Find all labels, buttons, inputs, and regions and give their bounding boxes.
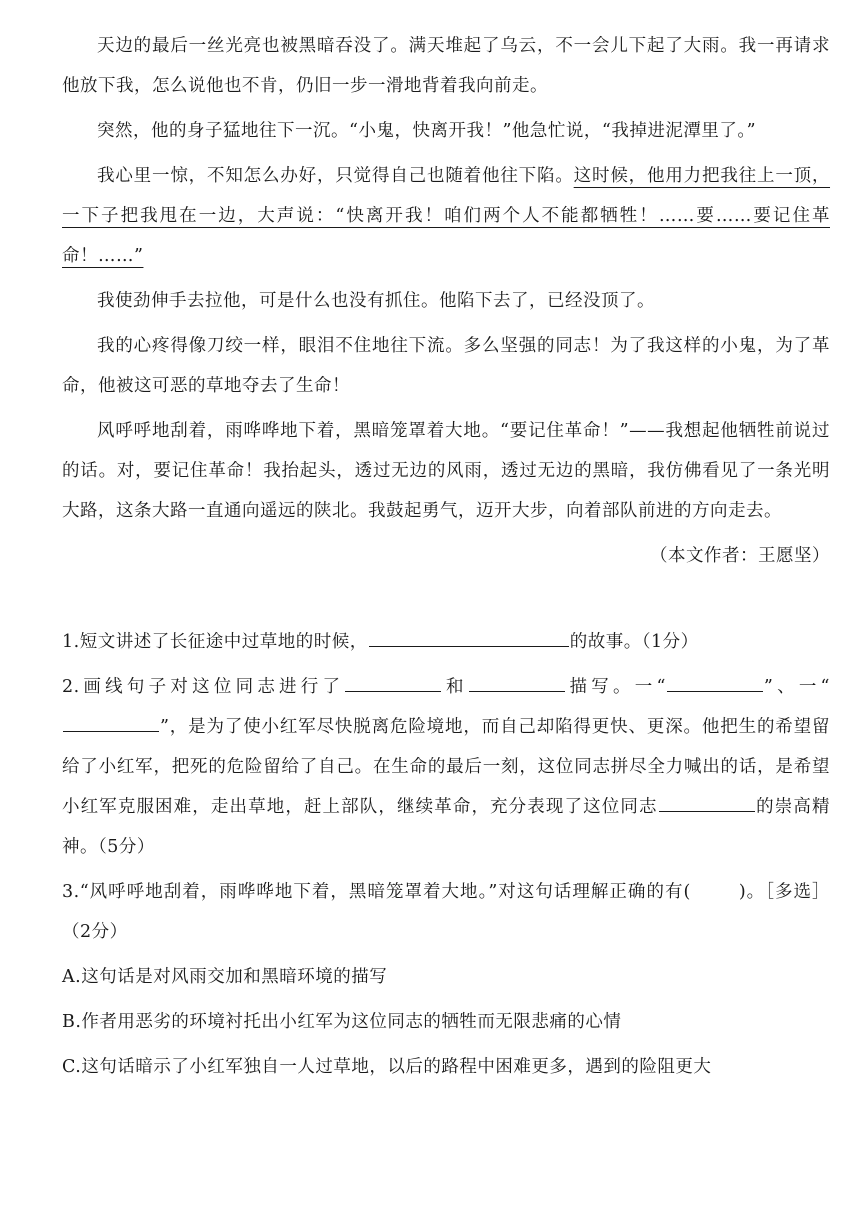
option-b[interactable]: B.作者用恶劣的环境衬托出小红军为这位同志的牺牲而无限悲痛的心情 xyxy=(62,1012,622,1032)
answer-blank-1[interactable] xyxy=(369,626,569,647)
option-c[interactable]: C.这句话暗示了小红军独自一人过草地，以后的路程中困难更多，遇到的险阻更大 xyxy=(62,1057,712,1077)
answer-blank-2b[interactable] xyxy=(469,671,565,692)
author-credit: （本文作者：王愿坚） xyxy=(650,546,830,566)
answer-blank-2a[interactable] xyxy=(345,671,441,692)
question-3-stem: 3.“风呼呼地刮着，雨哗哗地下着，黑暗笼罩着大地。”对这句话理解正确的有( xyxy=(62,882,691,902)
question-2-text-6: 的崇高精神。（5分） xyxy=(62,797,831,857)
question-1 xyxy=(62,622,830,662)
question-2-text-2: 和 xyxy=(442,677,468,697)
question-2-text-3: 描写。一“ xyxy=(565,677,666,697)
exam-page xyxy=(62,26,830,1092)
passage-paragraph-5: 我的心疼得像刀绞一样，眼泪不住地往下流。多么坚强的同志！为了我这样的小鬼，为了革命，他被这可恶的草地夺去了生命！ xyxy=(62,336,830,396)
passage-paragraph-3 xyxy=(62,156,830,276)
option-a[interactable]: A.这句话是对风雨交加和黑暗环境的描写 xyxy=(62,967,388,987)
question-1-tail: 的故事。（1分） xyxy=(569,632,699,652)
question-3-tail: )。［多选］（2分） xyxy=(62,882,831,942)
question-2 xyxy=(62,667,830,867)
answer-blank-2d[interactable] xyxy=(63,711,159,732)
question-3 xyxy=(62,872,830,952)
answer-blank-2c[interactable] xyxy=(667,671,763,692)
paragraph-3-text: 我心里一惊，不知怎么办好，只觉得自己也随着他往下陷。 xyxy=(97,166,574,186)
passage-paragraph-4: 我使劲伸手去拉他，可是什么也没有抓住。他陷下去了，已经没顶了。 xyxy=(97,291,655,311)
question-2-text-4: ”、一“ xyxy=(763,677,831,697)
underlined-sentence: 这时候，他用力把我往上一顶，一下子把我甩在一边，大声说：“快离开我！咱们两个人不能都牺牲！……要……要记住革命！……” xyxy=(62,166,831,266)
question-2-text-1: 2.画线句子对这位同志进行了 xyxy=(62,677,345,697)
passage-paragraph-2: 突然，他的身子猛地往下一沉。“小鬼，快离开我！”他急忙说，“我掉进泥潭里了。” xyxy=(97,121,757,141)
answer-blank-2e[interactable] xyxy=(659,791,755,812)
question-2-text-5: ”，是为了使小红军尽快脱离危险境地，而自己却陷得更快、更深。他把生的希望留给了小红军，把死的危险留给了自己。在生命的最后一刻，这位同志拼尽全力喊出的话，是希望小红军克服困难，走出草地，赶上部队，继续革命，充分表现了这位同志 xyxy=(62,717,830,817)
passage-paragraph-6: 风呼呼地刮着，雨哗哗地下着，黑暗笼罩着大地。“要记住革命！”——我想起他牺牲前说过的话。对，要记住革命！我抬起头，透过无边的风雨，透过无边的黑暗，我仿佛看见了一条光明大路，这条大路一直通向遥远的陕北。我鼓起勇气，迈开大步，向着部队前进的方向走去。 xyxy=(62,421,830,521)
passage-paragraph-1: 天边的最后一丝光亮也被黑暗吞没了。满天堆起了乌云，不一会儿下起了大雨。我一再请求他放下我，怎么说他也不肯，仍旧一步一滑地背着我向前走。 xyxy=(62,36,830,96)
question-1-stem: 1.短文讲述了长征途中过草地的时候， xyxy=(62,632,368,652)
